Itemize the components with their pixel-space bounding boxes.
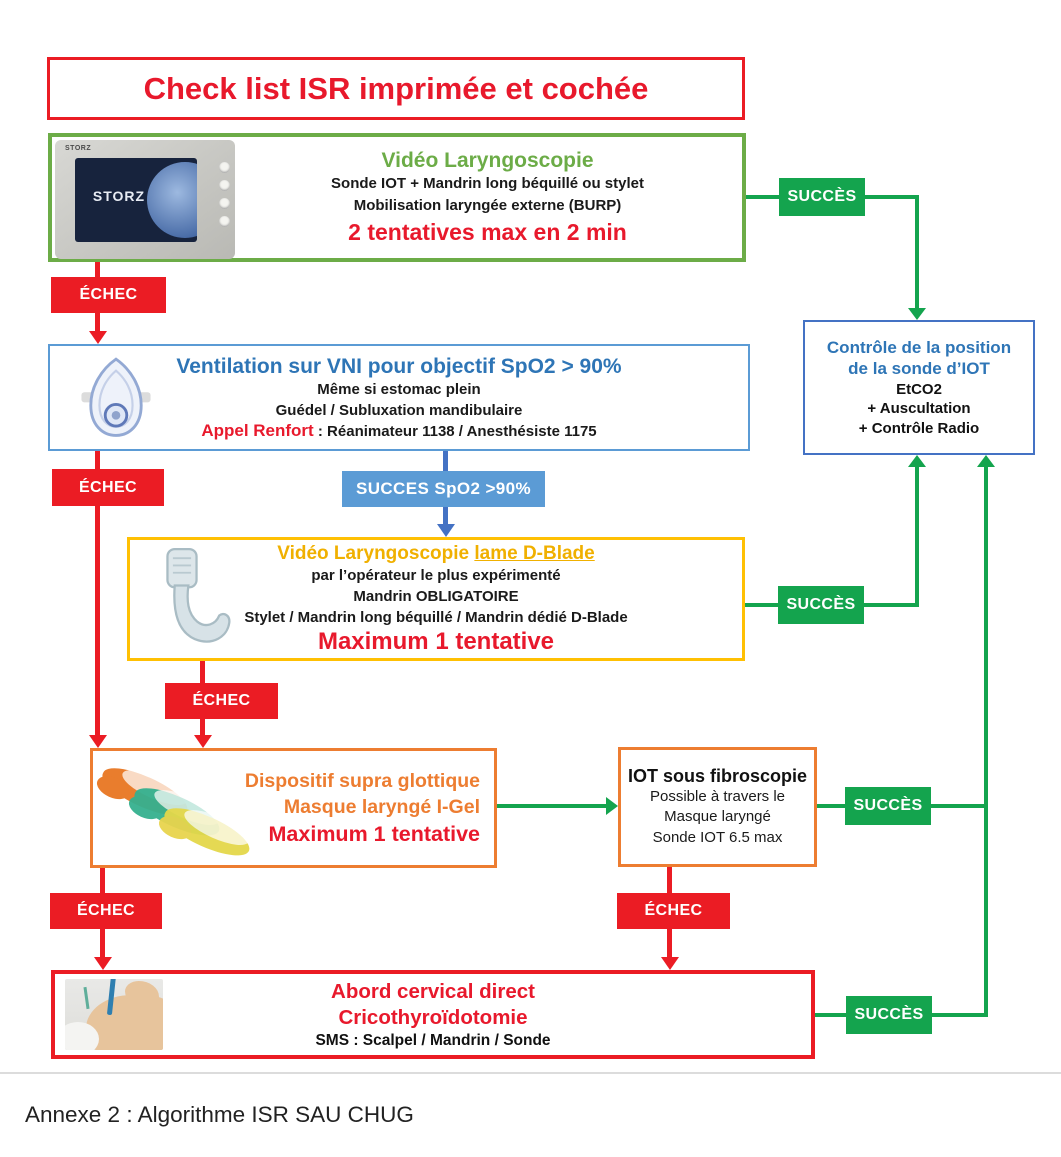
arrowhead-spo2-success [437, 524, 455, 537]
crico-sms-line: SMS : Scalpel / Mandrin / Sonde [315, 1031, 551, 1049]
succes-spo2-badge: SUCCES SpO2 >90% [342, 471, 545, 507]
video-laryngoscopy-max-attempts: 2 tentatives max en 2 min [348, 218, 627, 245]
dblade-laryngoscopy-box [127, 537, 745, 661]
vni-call-line [201, 421, 596, 441]
echec-badge-3: ÉCHEC [165, 683, 278, 719]
monitor-buttons [219, 162, 230, 227]
video-laryngoscopy-line1: Sonde IOT + Mandrin long béquillé ou stylet [331, 175, 644, 193]
supraglottic-title-line2: Masque laryngé I-Gel [283, 795, 480, 818]
video-laryngoscope-monitor-image [55, 140, 235, 259]
dblade-title-prefix: Vidéo Laryngoscopie [277, 542, 475, 564]
fibroscopy-line3: Sonde IOT 6.5 max [652, 828, 783, 846]
dblade-max-attempts: Maximum 1 tentative [317, 627, 555, 655]
connector-igel-to-fibroscopy [497, 804, 606, 808]
crico-title-line2: Cricothyroïdotomie [338, 1006, 528, 1029]
control-item-auscultation: + Auscultation [867, 400, 971, 417]
igel-masks-image [101, 763, 246, 859]
arrowhead-igel-to-fibroscopy [606, 797, 618, 815]
monitor-screen [75, 158, 197, 242]
video-laryngoscopy-line2: Mobilisation laryngée externe (BURP) [353, 197, 622, 214]
tube-position-control-box [803, 320, 1035, 455]
annexe-caption: Annexe 2 : Algorithme ISR SAU CHUG [25, 1102, 414, 1127]
arrowhead-success-2 [908, 455, 926, 467]
dblade-title [277, 543, 594, 565]
succes-badge-2: SUCCÈS [778, 586, 864, 624]
vni-title: Ventilation sur VNI pour objectif SpO2 > 90% [176, 354, 622, 378]
arrowhead-echec-4 [94, 957, 112, 970]
vni-ventilation-box [48, 344, 750, 451]
monitor-brand-label: STORZ [65, 145, 92, 152]
supraglottic-igel-box [90, 748, 497, 868]
succes-badge-1: SUCCÈS [779, 178, 865, 216]
supraglottic-max-attempts: Maximum 1 tentative [268, 821, 480, 846]
fibroscopy-line2: Masque laryngé [664, 808, 771, 826]
echec-badge-5: ÉCHEC [617, 893, 730, 929]
control-item-etco2: EtCO2 [896, 380, 942, 398]
dblade-title-underlined: lame D-Blade [474, 542, 595, 564]
connector-success-1-v [915, 195, 919, 308]
vni-call-numbers: : Réanimateur 1138 / Anesthésiste 1175 [313, 422, 597, 440]
arrowhead-echec-5 [661, 957, 679, 970]
arrowhead-echec-3 [194, 735, 212, 748]
crico-title-line1: Abord cervical direct [331, 980, 535, 1004]
connector-success-main-v [984, 467, 988, 1017]
fibroscopy-line1: Possible à travers le [649, 788, 786, 806]
supraglottic-title-line1: Dispositif supra glottique [244, 770, 480, 793]
checklist-title: Check list ISR imprimée et cochée [143, 70, 649, 106]
divider [0, 1072, 1061, 1074]
video-laryngoscopy-title: Vidéo Laryngoscopie [381, 149, 594, 173]
dblade-line2: Mandrin OBLIGATOIRE [353, 587, 519, 605]
fibroscopy-box [618, 747, 817, 867]
arrowhead-echec-2 [89, 735, 107, 748]
echec-badge-1: ÉCHEC [51, 277, 166, 313]
fibroscopy-title: IOT sous fibroscopie [627, 766, 808, 787]
cricothyroidotomy-box [51, 970, 815, 1059]
echec-badge-2: ÉCHEC [52, 469, 164, 506]
vni-call-label: Appel Renfort [201, 420, 314, 440]
echec-badge-4: ÉCHEC [50, 893, 162, 929]
vni-line2: Guédel / Subluxation mandibulaire [275, 401, 523, 419]
control-item-radio: + Contrôle Radio [858, 419, 980, 437]
succes-badge-3: SUCCÈS [845, 787, 931, 825]
vni-line1: Même si estomac plein [317, 380, 481, 398]
arrowhead-success-main [977, 455, 995, 467]
monitor-screen-logo: STORZ [92, 188, 146, 204]
arrowhead-success-1 [908, 308, 926, 320]
video-laryngoscopy-box [48, 133, 746, 262]
dblade-line1: par l’opérateur le plus expérimenté [311, 566, 561, 584]
checklist-box [47, 57, 745, 120]
connector-success-2-v [915, 467, 919, 607]
dblade-line3: Stylet / Mandrin long béquillé / Mandrin dédié D-Blade [244, 608, 628, 626]
control-title-line2: de la sonde d’IOT [848, 359, 990, 379]
arrowhead-echec-1 [89, 331, 107, 344]
control-title-line1: Contrôle de la position [826, 338, 1012, 357]
succes-badge-4: SUCCÈS [846, 996, 932, 1034]
